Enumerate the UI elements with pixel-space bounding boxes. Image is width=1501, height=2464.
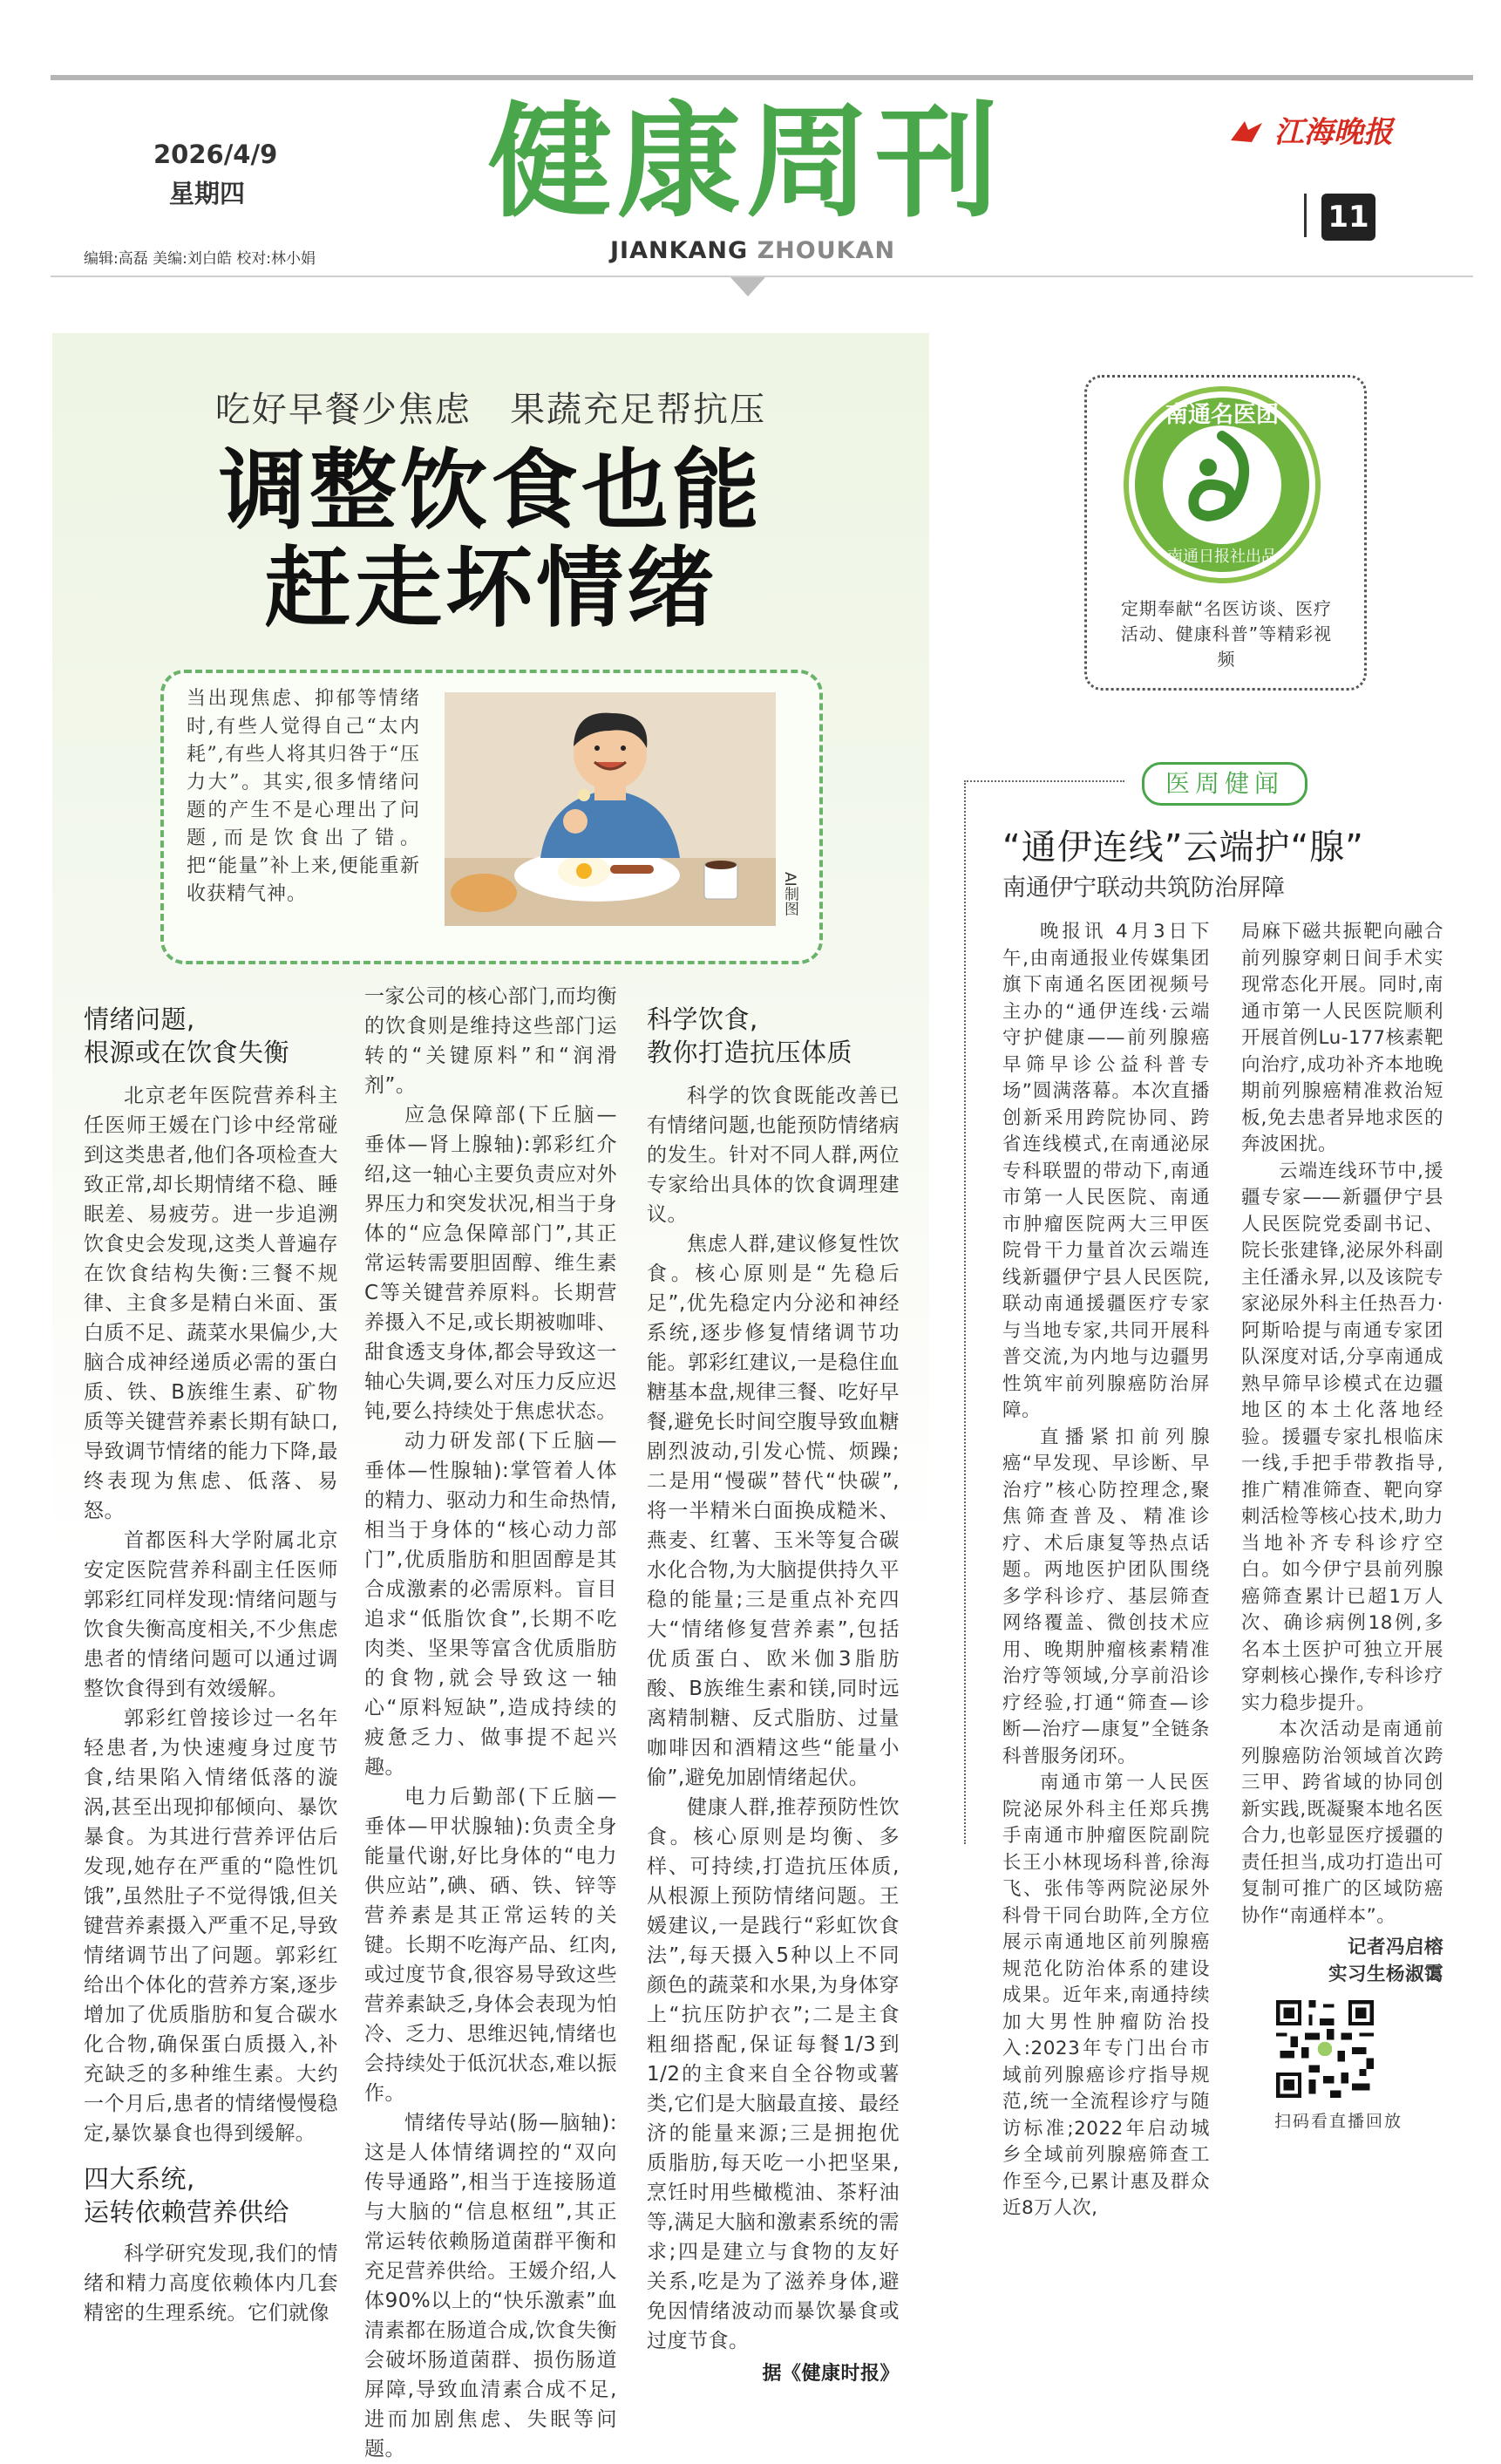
- section-heading-2: 四大系统, 运转依赖营养供给: [84, 2164, 290, 2227]
- page-number: 11: [1321, 194, 1375, 241]
- editor-credits: 编辑:高磊 美编:刘白皓 校对:林小娟: [84, 250, 316, 268]
- article-title-line1: 调整饮食也能: [219, 439, 763, 541]
- issue-weekday: 星期四: [169, 179, 246, 208]
- qr-caption: 扫码看直播回放: [1274, 2112, 1403, 2131]
- paragraph: 局麻下磁共振靶向融合前列腺穿刺日间手术实现常态化开展。同时,南通市第一人民医院顺利开展首例Lu-177核素靶向治疗,成功补齐本地晚期前列腺癌精准救治短板,免去患者异地求医的奔波困扰。: [1241, 921, 1443, 1155]
- section-heading-1: 情绪问题, 根源或在饮食失衡: [84, 1004, 290, 1067]
- paragraph: 应急保障部(下丘脑—垂体—肾上腺轴):郭彩红介绍,这一轴心主要负责应对外界压力和突发状况,相当于身体的“应急保障部门”,其正常运转需要胆固醇、维生素C等关键营养原料。长期营养摄入不足,或长期被咖啡、甜食透支身体,都会导致这一轴心失调,要么对压力反应迟钝,要么持续处于焦虑状态。: [364, 1104, 617, 1423]
- newspaper-name: 江海晚报: [1273, 115, 1393, 150]
- paragraph: 一家公司的核心部门,而均衡的饮食则是维持这些部门运转的“关键原料”和“润滑剂”。: [364, 985, 617, 1097]
- paragraph: 首都医科大学附属北京安定医院营养科副主任医师郭彩红同样发现:情绪问题与饮食失衡高度相关,不少焦虑患者的情绪问题可以通过调整饮食得到有效缓解。: [84, 1529, 338, 1700]
- paragraph: 动力研发部(下丘脑—垂体—性腺轴):掌管着人体的精力、驱动力和生命热情,相当于身体的“核心动力部门”,优质脂肪和胆固醇是其合成激素的必需原料。盲目追求“低脂饮食”,长期不吃肉类、坚果等富含优质脂肪的食物,就会导致这一轴心“原料短缺”,造成持续的疲惫乏力、做事提不起兴趣。: [364, 1430, 617, 1779]
- intro-text: 当出现焦虑、抑郁等情绪时,有些人觉得自己“太内耗”,有些人将其归咎于“压力大”。其实,很多情绪问题的产生不是心理出了问题,而是饮食出了错。把“能量”补上来,便能重新收获精气神。: [187, 688, 420, 905]
- newspaper-logo: [1229, 108, 1393, 151]
- ai-image-label: AI制图: [781, 872, 798, 916]
- paragraph: 健康人群,推荐预防性饮食。核心原则是均衡、多样、可持续,打造抗压体质,从根源上预防情绪问题。王媛建议,一是践行“彩虹饮食法”,每天摄入5种以上不同颜色的蔬菜和水果,为身体穿上“抗压防护衣”;二是主食粗细搭配,保证每餐1/3到1/2的主食来自全谷物或薯类,它们是大脑最直接、最经济的能量来源;三是拥抱优质脂肪,每天吃一小把坚果,烹饪时用些橄榄油、茶籽油等,满足大脑和激素系统的需求;四是建立与食物的友好关系,吃是为了滋养身体,避免因情绪波动而暴饮暴食或过度节食。: [647, 1796, 900, 2352]
- news-subtitle: 南通伊宁联动共筑防治屏障: [1002, 875, 1285, 902]
- article-subtitle: 吃好早餐少焦虑 果蔬充足帮抗压: [214, 390, 767, 430]
- badge-sub-text: 南通日报社出品: [1167, 548, 1277, 566]
- paragraph: 情绪传导站(肠—脑轴):这是人体情绪调控的“双向传导通路”,相当于连接肠道与大脑的“信息枢纽”,其正常运转依赖肠道菌群平衡和充足营养供给。王媛介绍,人体90%以上的“快乐激素”血清素都在肠道合成,饮食失衡会破坏肠道菌群、损伤肠道屏障,导致血清素合成不足,进而加剧焦虑、失眠等问题。: [364, 2112, 617, 2461]
- article-column-2: [364, 982, 617, 2464]
- issue-date: 2026/4/9: [153, 140, 278, 169]
- paragraph: 郭彩红曾接诊过一名年轻患者,为快速瘦身过度节食,结果陷入情绪低落的漩涡,甚至出现抑郁倾向、暴饮暴食。为其进行营养评估后发现,她存在严重的“隐性饥饿”,虽然肚子不觉得饿,但关键营养素摄入严重不足,导致情绪调节出了问题。郭彩红给出个体化的营养方案,逐步增加了优质脂肪和复合碳水化合物,确保蛋白质摄入,补充缺乏的多种维生素。大约一个月后,患者的情绪慢慢稳定,暴饮暴食也得到缓解。: [84, 1707, 338, 2145]
- article-title-line2: 赶走坏情绪: [264, 537, 717, 639]
- reporter-credit: 记者冯启榕: [1347, 1936, 1443, 1958]
- page-divider: [1304, 194, 1307, 237]
- news-column-2: [1241, 919, 1443, 1988]
- mingyituan-badge-icon: [1121, 384, 1323, 586]
- news-bracket-side: [964, 780, 968, 1844]
- logo-mark-icon: [1229, 118, 1264, 146]
- paragraph: 科学的饮食既能改善已有情绪问题,也能预防情绪病的发生。针对不同人群,两位专家给出具体的饮食调理建议。: [647, 1085, 900, 1226]
- section-heading-3: 科学饮食, 教你打造抗压体质: [647, 1004, 853, 1067]
- news-bracket-top: [964, 780, 1124, 782]
- top-rule: [51, 75, 1473, 80]
- header-pointer-icon: [730, 277, 765, 296]
- paragraph: 电力后勤部(下丘脑—垂体—甲状腺轴):负责全身能量代谢,好比身体的“电力供应站”,碘、硒、铁、锌等营养素是其正常运转的关键。长期不吃海产品、红肉,或过度节食,很容易导致这些营养素缺乏,身体会表现为怕冷、乏力、思维迟钝,情绪也会持续处于低沉状态,难以振作。: [364, 1786, 617, 2105]
- article-column-1: [84, 1003, 338, 2328]
- paragraph: 科学研究发现,我们的情绪和精力高度依赖体内几套精密的生理系统。它们就像: [84, 2243, 338, 2324]
- paragraph: 焦虑人群,建议修复性饮食。核心原则是“先稳后足”,优先稳定内分泌和神经系统,逐步修复情绪调节功能。郭彩红建议,一是稳住血糖基本盘,规律三餐、吃好早餐,避免长时间空腹导致血糖剧烈波动,引发心慌、烦躁;二是用“慢碳”替代“快碳”,将一半精米白面换成糙米、燕麦、红薯、玉米等复合碳水化合物,为大脑提供持久平稳的能量;三是重点补充四大“情绪修复营养素”,包括优质蛋白、欧米伽3脂肪酸、B族维生素和镁,同时远离精制糖、反式脂肪、过量咖啡因和酒精这些“能量小偷”,避免加剧情绪起伏。: [647, 1233, 900, 1789]
- paragraph: 本次活动是南通前列腺癌防治领域首次跨三甲、跨省域的协同创新实践,既凝聚本地名医合力,也彰显医疗援疆的责任担当,成功打造出可复制可推广的区域防癌协作“南通样本”。: [1241, 1719, 1443, 1927]
- paragraph: 北京老年医院营养科主任医师王媛在门诊中经常碰到这类患者,他们各项检查大致正常,却长期情绪不稳、睡眠差、易疲劳。进一步追溯饮食史会发现,这类人普遍存在饮食结构失衡:三餐不规律、主食多是精白米面、蛋白质不足、蔬菜水果偏少,大脑合成神经递质必需的蛋白质、铁、B族维生素、矿物质等关键营养素长期有缺口,导致调节情绪的能力下降,最终表现为焦虑、低落、易怒。: [84, 1085, 338, 1522]
- masthead-title: 健康周刊: [488, 91, 1004, 235]
- paragraph: 直播紧扣前列腺癌“早发现、早诊断、早治疗”核心防控理念,聚焦筛查普及、精准诊疗、术后康复等热点话题。两地医护团队围绕多学科诊疗、基层筛查网络覆盖、微创技术应用、晚期肿瘤核素精准治疗等领域,分享前沿诊疗经验,打通“筛查—诊断—治疗—康复”全链条科普服务闭环。: [1002, 1426, 1210, 1767]
- masthead-pinyin: [610, 237, 895, 264]
- article-source: 据《健康时报》: [762, 2363, 900, 2385]
- paragraph: 晚报讯 4月3日下午,由南通报业传媒集团旗下南通名医团视频号主办的“通伊连线·云端守护健康——前列腺癌早筛早诊公益科普专场”圆满落幕。本次直播创新采用跨院协同、跨省连线模式,在南通泌尿专科联盟的带动下,南通市第一人民医院、南通市肿瘤医院两大三甲医院骨干力量首次云端连线新疆伊宁县人民医院,联动南通援疆医疗专家与当地专家,共同开展科普交流,为内地与边疆男性筑牢前列腺癌防治屏障。: [1002, 921, 1210, 1421]
- qr-code-icon[interactable]: [1273, 1997, 1377, 2101]
- paragraph: 南通市第一人民医院泌尿外科主任郑兵携手南通市肿瘤医院副院长王小林现场科普,徐海飞、张伟等两院泌尿外科骨干同台助阵,全方位展示南通地区前列腺癌规范化防治体系的建设成果。近年来,南通持续加大男性肿瘤防治投入:2023年专门出台市域前列腺癌诊疗指导规范,统一全流程诊疗与随访标准;2022年启动城乡全域前列腺癌筛查工作至今,已累计惠及群众近8万人次,: [1002, 1772, 1210, 2219]
- paragraph: 云端连线环节中,援疆专家——新疆伊宁县人民医院党委副书记、院长张建锋,泌尿外科副主任潘永昇,以及该院专家泌尿外科主任热吾力·阿斯哈提与南通专家团队深度对话,分享南通成熟早筛早诊模式在边疆地区的本土化落地经验。援疆专家扎根临床一线,手把手带教指导,推广精准筛查、靶向穿刺活检等核心技术,助力当地补齐专科诊疗空白。如今伊宁县前列腺癌筛查累计已超1万人次、确诊病例18例,多名本土医护可独立开展穿刺核心操作,专科诊疗实力稳步提升。: [1241, 1160, 1443, 1714]
- intern-credit: 实习生杨淑霭: [1328, 1963, 1443, 1985]
- section-tag: 医周健闻: [1142, 762, 1307, 806]
- pinyin-part2: ZHOUKAN: [757, 237, 896, 264]
- news-column-1: [1002, 919, 1210, 2222]
- news-title: “通伊连线”云端护“腺”: [1002, 827, 1364, 868]
- pinyin-part1: JIANKANG: [610, 237, 749, 264]
- badge-ring-text: 南通名医团: [1165, 402, 1280, 428]
- promo-caption: 定期奉献“名医访谈、医疗活动、健康科普”等精彩视频: [1120, 598, 1333, 670]
- article-column-3: [647, 1003, 900, 2389]
- breakfast-illustration: [445, 692, 776, 926]
